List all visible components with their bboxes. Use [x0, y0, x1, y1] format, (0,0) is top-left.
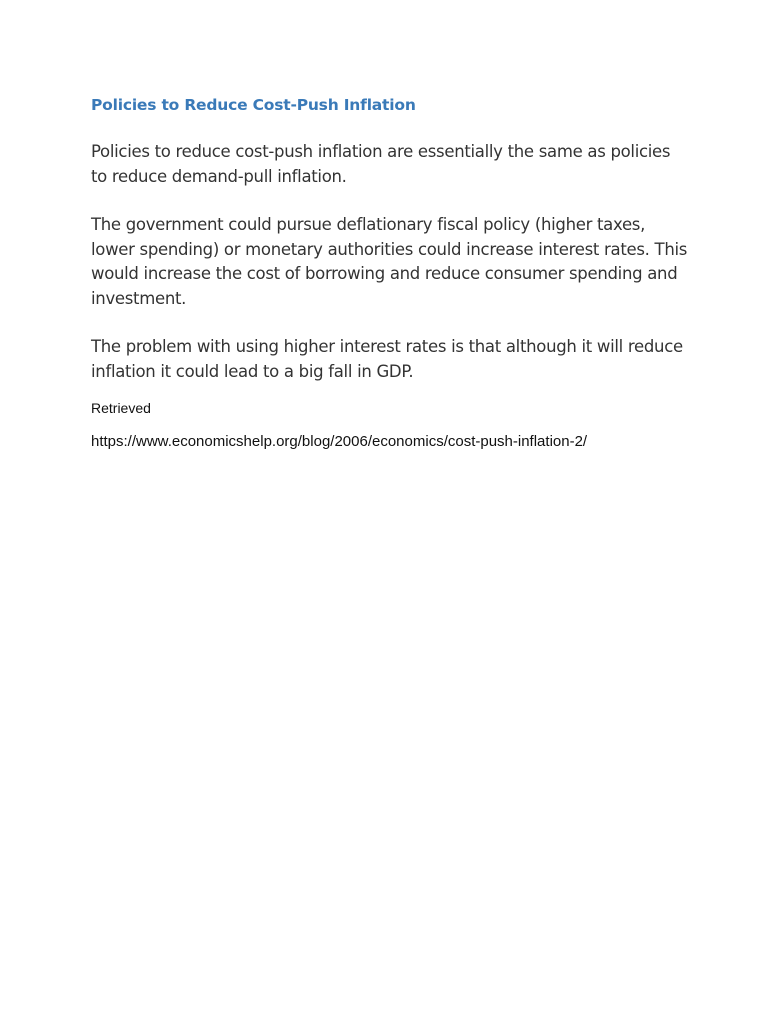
section-heading: Policies to Reduce Cost-Push Inflation: [91, 96, 416, 114]
paragraph-policy: The government could pursue deflationary fiscal policy (higher taxes, lower spending) or monetary authorities could increase interest rates. This would increase the cost of borrowing and reduce consumer spending and investment.: [91, 215, 688, 308]
source-url: https://www.economicshelp.org/blog/2006/economics/cost-push-inflation-2/: [91, 433, 588, 450]
document-page: [91, 92, 691, 452]
paragraph-problem: The problem with using higher interest rates is that although it will reduce inflation it could lead to a big fall in GDP.: [91, 337, 683, 381]
retrieved-label: Retrieved: [91, 400, 151, 416]
paragraph-intro: Policies to reduce cost-push inflation are essentially the same as policies to reduce demand-pull inflation.: [91, 142, 671, 186]
